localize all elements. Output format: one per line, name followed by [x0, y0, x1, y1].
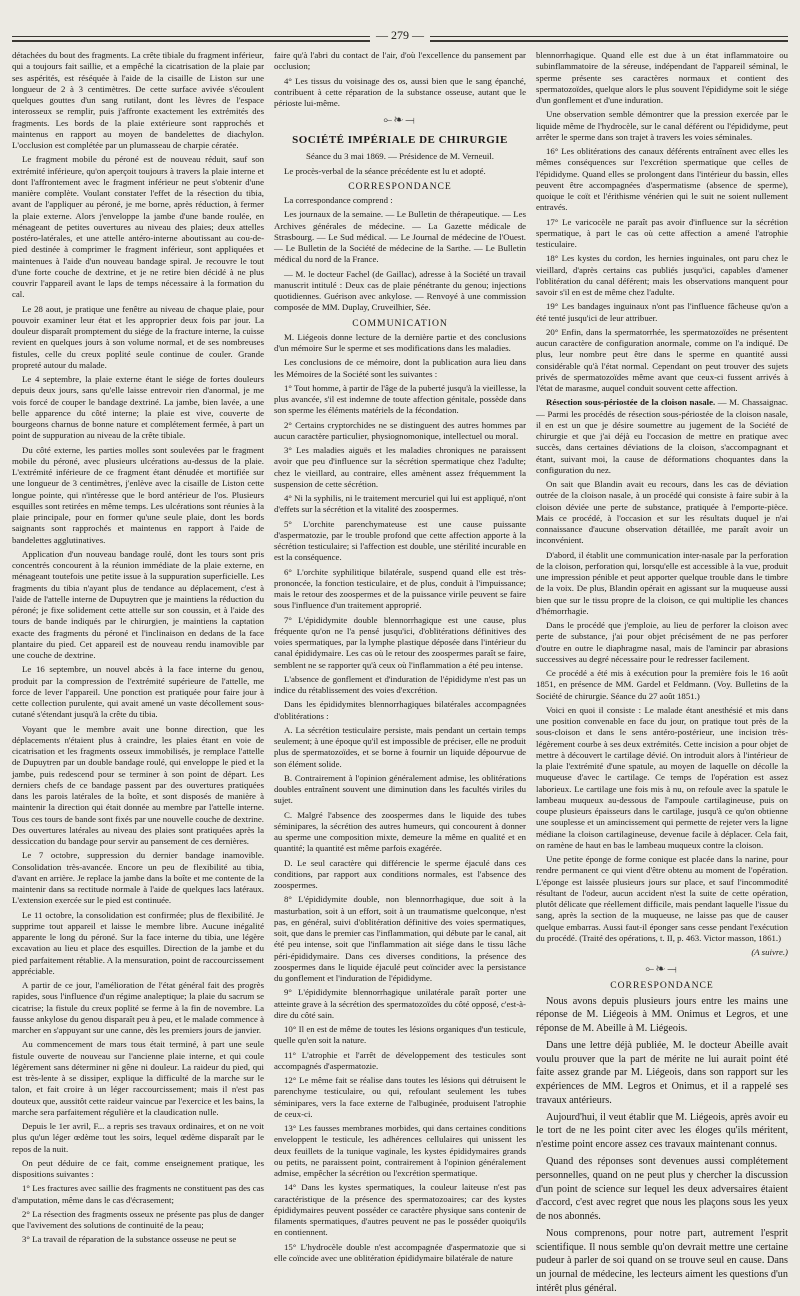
paragraph: 17° Le varicocèle ne paraît pas avoir d'influence sur la sécrétion spermatique, à part le cas où cette affection a amené l'atrophie testiculaire.: [536, 216, 788, 249]
paragraph: Le 11 octobre, la consolidation est confirmée; plus de flexibilité. Je supprime tout appareil et laisse le membre libre. Aucune inégalité apparente le long du péroné. Sur la face interne du tibia, une légère excavation au lieu et place des esquilles. Direction de la jambe et du pied parfaitement rétablie. A la mensuration, point de raccourcissement appréciable.: [12, 909, 264, 976]
to-be-continued: (A suivre.): [751, 947, 788, 957]
resection-paragraph: [536, 397, 788, 476]
paragraph: 7° L'épididymite double blennorrhagique est une cause, plus fréquente qu'on ne l'a pensé jusqu'ici, d'oblitérations définitives des voies spermatiques, par la lymphe plastique déposée dans l'intérieur du canal épididymaire. Les cas où le retour des zoospermes paraît se faire, semblent ne se rapporter qu'à ceux où l'inflammation a été peu intense.: [274, 614, 526, 670]
paragraph: Le 28 aout, je pratique une fenêtre au niveau de chaque plaie, pour pouvoir examiner leur état et les approprier deux fois par jour. La douleur disparaît promptement du siége de la fracture interne, la cuisse revient en quelques jours à son volume normal, et de ses nombreuses fistules, celle du creux poplité seule continue de couler. Grande propreté autour du malade.: [12, 303, 264, 370]
paragraph: Nous comprenons, pour notre part, autrement l'esprit scientifique. Il nous semble qu'on devrait mettre une certaine pudeur à parler de soi quand on se trouve seul en cause. Dans un journal de médecine, les lecteurs aiment les questions d'un intérêt plus général.: [536, 1227, 788, 1294]
paragraph: B. Contrairement à l'opinion généralement admise, les oblitérations doubles entraînent souvent une diminution dans les facultés viriles du sujet.: [274, 772, 526, 806]
paragraph: faire qu'à l'abri du contact de l'air, d'où l'excellence du pansement par occlusion;: [274, 50, 526, 72]
paragraph: 19° Les bandages inguinaux n'ont pas l'influence fâcheuse qu'on a été tenté jusqu'ici de leur attribuer.: [536, 301, 788, 323]
paragraph: Les conclusions de ce mémoire, dont la publication aura lieu dans les Mémoires de la Société sont les suivantes :: [274, 357, 526, 379]
communication-heading: COMMUNICATION: [352, 317, 448, 329]
paragraph: La correspondance comprend :: [284, 195, 393, 206]
paragraph: Une observation semble démontrer que la pression exercée par le liquide même de l'hydrocèle, sur le canal déférent ou l'épididyme, peut arrêter le sperme dans son trajet à travers les voies séminales.: [536, 109, 788, 142]
paragraph: 18° Les kystes du cordon, les hernies inguinales, ont paru chez le vieillard, d'après certains cas publiés jusqu'ici, capables d'amener l'oblitération du canal déférent; mais les observations manquent pour savoir s'il en est de même chez l'adulte.: [536, 253, 788, 297]
paragraph: 16° Les oblitérations des canaux déférents entraînent avec elles les mêmes conséquences sur l'excrétion spermatique que celles de l'épididyme. Quand elles se prolongent dans l'intérieur du bassin, elles peuvent être accompagnées d'aspermatisme (absence de sperme), quoique le coït et l'érithisme vénérien qui le suit ne soient nullement entravés.: [536, 146, 788, 213]
paragraph: D'abord, il établit une communication inter-nasale par la perforation de la cloison, perforation qui, lorsqu'elle est accessible à la vue, produit une impression pénible et peut apporter quelque trouble dans le timbre de la voix. De plus, Blandin opérait en agissant sur la muqueuse aussi bien que sur le tissu propre de la cloison, ce qui multiplie les chances d'hémorrhagie.: [536, 549, 788, 616]
paragraph: 13° Les fausses membranes morbides, qui dans certaines conditions enveloppent le testicule, les adhérences cellulaires qui unissent les deux feuillets de la tunique vaginale, les kystes épididymaires grands ou petits, ne paraissent point, contrairement à l'opinion généralement admise, empêcher la sécrétion ou l'excrétion spermatique.: [274, 1123, 526, 1179]
column-3-paragraphs: [536, 50, 788, 394]
paragraph: 11° L'atrophie et l'arrêt de développement des testicules sont accompagnés d'aspermatozie.: [274, 1049, 526, 1071]
paragraph: Voyant que le membre avait une bonne direction, que les déplacements n'étaient plus à craindre, les plaies étant en voie de cicatrisation et les fragments osseux immobilisés, je remplace l'attelle de Dupuytren par un double bandage roulé, qui enveloppe le pied et la jambe, puis redescend pour se terminer à son point de départ. Les derniers chefs de ce bandage passent par des ouvertures pratiquées dans les parois latérales de la boîte, et sont disposés de manière à maintenir la direction qui était donnée au membre par l'attelle interne. Tous ces tours de bande sont fixés par une nouvelle couche de dextrine. Des ouvertures latérales au niveau des plaies sont pratiquées après la dessiccation du bandage pour servir au pansement de ces dernières.: [12, 723, 264, 846]
paragraph: Aujourd'hui, il veut établir que M. Liégeois, après avoir eu le tort de ne les point citer avec les éloges qu'ils méritent, n'estime point encore assez ces travaux maintenant connus.: [536, 1111, 788, 1151]
paragraph: Les journaux de la semaine. — Le Bulletin de thérapeutique. — Les Archives générales de médecine. — La Gazette médicale de Strasbourg. — Le Sud médical. — Le Journal de médecine de l'Ouest. — Le Bulletin de la Société de médecine de la Sarthe. — Le Bulletin médical du nord de la France.: [274, 209, 526, 265]
paragraph: D. Le seul caractère qui différencie le sperme éjaculé dans ces conditions, par rapport aux conditions normales, est l'absence des zoospermes.: [274, 857, 526, 891]
resection-text: — M. Chassaignac. — Parmi les procédés de résection sous-périostée de la cloison nasale, il en est un que je désire soumettre au jugement de la Société de chirurgie et que j'ai déjà eu l'occasion de mettre en pratique avec succès, dans certaines déviations de la cloison, s'accompagnant et étant, suivant moi, la cause de déformations choquantes dans la configuration du nez.: [536, 397, 788, 475]
minutes-line: Le procès-verbal de la séance précédente est lu et adopté.: [284, 165, 486, 176]
paragraph: 2° Certains cryptorchides ne se distinguent des autres hommes par aucun caractère particulier, physiognomonique, intellectuel ou moral.: [274, 419, 526, 441]
paragraph: blennorrhagique. Quand elle est due à un état inflammatoire ou subinflammatoire de la séreuse, indépendant de l'appareil séminal, le sperme présente ses caractères normaux et contient des spermatozoïdes, quelque alors le plus souvent l'épididyme soit le siége d'un gonflement et d'une induration.: [536, 50, 788, 105]
paragraph: Le 16 septembre, un nouvel abcès à la face interne du genou, produit par la compression de l'extrémité supérieure de l'attelle, me force de lever l'appareil. Une ponction est pratiquée pour faire jour à cette collection purulente, qui avait amené un vaste décollement sous-cutané s'étendant jusqu'à la crête du tibia.: [12, 664, 264, 720]
paragraph: Le fragment mobile du péroné est de nouveau réduit, sauf son extrémité inférieure, qu'on aperçoit toujours à travers la plaie interne et dont l'affrontement avec le fragment inférieur ne peut s'obtenir d'une manière complète. Voulant constater l'effet de la résection du tibia, avant de l'appliquer au péroné, je me borne, après réduction, à fermer la plaie externe. Alors j'enveloppe la jambe d'une bande roulée, en ménageant de petites ouvertures au niveau des plaies; deux attelles postéro-latérales, et une attelle antéro-interne aboutissant au cou-de-pied destinée à comprimer le fragment inférieur, sont appliquées et maintenues à l'aide d'un nouveau bandage spiral. Je recouvre le tout d'une forte couche de dextrine, et je ne retire bien décidé à ne plus couvrir l'appareil avant le laps de temps nécessaire à la formation du cal.: [12, 154, 264, 300]
paragraph: Dans le procédé que j'emploie, au lieu de perforer la cloison avec perte de substance, j'ai pour objet précisément de ne pas perforer d'outre en outre le diaphragme nasal, mais de l'amincir par abrasions successives au degré nécessaire pour le redresser facilement.: [536, 620, 788, 664]
paragraph: On peut déduire de ce fait, comme enseignement pratique, les dispositions suivantes :: [12, 1157, 264, 1179]
session-line: Séance du 3 mai 1869. — Présidence de M. Verneuil.: [306, 151, 494, 162]
society-title: SOCIÉTÉ IMPÉRIALE DE CHIRURGIE: [292, 134, 508, 147]
paragraph: M. Liégeois donne lecture de la dernière partie et des conclusions d'un mémoire Sur le sperme et ses modifications dans les maladies.: [274, 331, 526, 354]
paragraph: 8° L'épididymite double, non blennorrhagique, due soit à la masturbation, soit à un effort, soit à un traumatisme quelconque, n'est pas, en général, suivi d'oblitération définitive des voies spermatiques, soit, que dans le premier cas l'inflammation, qui débute par le canal, ait été peu intense, soit que l'inflammation ait siége dans le tissu lâche péri-épididymaire. Dans ces diverses conditions, la présence des zoospermes dans le liquide éjaculé peut coïncider avec la persistance du gonflement et l'induration de l'épididyme.: [274, 894, 526, 984]
paragraph: 1° Tout homme, à partir de l'âge de la puberté jusqu'à la vieillesse, la plus avancée, s'il est indemne de toute affection génitale, possède dans son sperme les éléments matériels de la fécondation.: [274, 382, 526, 416]
paragraph: 9° L'épididymite blennorrhagique unilatérale paraît porter une atteinte grave à la sécrétion des spermatozoïdes du côté opposé, c'est-à-dire du côté sain.: [274, 987, 526, 1020]
paragraph: Depuis le 1er avril, F... a repris ses travaux ordinaires, et on ne voit plus qu'un léger œdème tout les soirs, lequel œdème disparaît par le repos de la nuit.: [12, 1121, 264, 1154]
paragraph: Une petite éponge de forme conique est placée dans la narine, pour rendre permanent ce qui vient d'être obtenu au moment de l'opération. L'éponge est laissée plusieurs jours sur place, et sauf l'incommodité résultant de l'odeur, aucun accident n'est la suite de cette opération, plutôt délicate que réellement difficile, mais pendant laquelle l'issue du sang, après la section de la muqueuse, ne laisse pas que de causer quelque embarras. Aussi faut-il éponger sans cesse pendant l'exécution du procédé. (Traité des opérations, t. II, p. 463. Victor masson, 1861.): [536, 854, 788, 943]
paragraph: Dans une lettre déjà publiée, M. le docteur Abeille avait voulu prouver que la part de mérite ne lui aurait point été faite assez grande par M. Liégeois, dans son rapport sur les expériences de MM. Legros et Onimus, et il a rappelé ses travaux antérieurs.: [536, 1039, 788, 1106]
paragraph: 6° L'orchite syphilitique bilatérale, suspend quand elle est très-prononcée, la fonction testiculaire, et de plus, conduit à l'impuissance; mais le retour des zoospermes et de la puissance virile peuvent se faire sous l'influence d'un traitement approprié.: [274, 566, 526, 611]
column-2: [274, 50, 526, 1263]
ornament-divider: ⟜❧⟞: [383, 114, 417, 127]
paragraph: 12° Le même fait se réalise dans toutes les lésions qui détruisent le parenchyme testiculaire, ou qui, refoulant seulement les tubes séminipares, vers la face externe de l'albuginée, produisent l'atrophie de ceux-ci.: [274, 1075, 526, 1119]
paragraph: Quand des réponses sont devenues aussi complétement personnelles, quand on ne peut plus y chercher la discussion d'un point de science sur lequel les deux adversaires étaient d'accord, c'est avec regret que nous les plaçons sous les yeux de nos abonnés.: [536, 1156, 788, 1223]
paragraph: Nous avons depuis plusieurs jours entre les mains une réponse de M. Liégeois à MM. Onimus et Legros, et une réponse de M. Abeille à M. Liégeois.: [536, 995, 788, 1035]
paragraph: On sait que Blandin avait eu recours, dans les cas de déviation outrée de la cloison nasale, à un procédé qui consiste à faire subir à la cloison déviée une perte de substance, pratiquée à l'emporte-pièce. Mais ce procédé, à l'occasion et sur les résultats duquel je n'ai connaissance d'aucune observation détaillée, me paraît avoir un inconvénient.: [536, 479, 788, 546]
paragraph: — M. le docteur Fachel (de Gaillac), adresse à la Société un travail manuscrit intitulé : Deux cas de plaie pénétrante du genou; injections quotidiennes. Guérison avec ankylose. — Renvoyé à une commission composée de MM. Duplay, Cruveilhier, Sée.: [274, 268, 526, 313]
resection-lead: Résection sous-périostée de la cloison nasale.: [546, 397, 716, 408]
paragraph: Le 7 octobre, suppression du dernier bandage inamovible. Consolidation très-avancée. Encore un peu de flexibilité au tibia, d'avant en arrière. Je replace la jambe dans la boîte et me contente de la maintenir dans sa rectitude normale à l'aide de quelques lacs latéraux. L'extension exercée sur le pied est continuée.: [12, 850, 264, 906]
paragraph: 3° Les maladies aiguës et les maladies chroniques ne paraissent avoir que peu d'influence sur la sécrétion spermatique chez l'adulte; chez le vieillard, au contraire, elles amènent assez fréquemment la suspension de cette sécrétion.: [274, 445, 526, 489]
column-3: [536, 50, 788, 1294]
paragraph: 10° Il en est de même de toutes les lésions organiques d'un testicule, quelle qu'en soit la nature.: [274, 1024, 526, 1046]
page-number: — 279 —: [370, 28, 430, 42]
paragraph: 4° Ni la syphilis, ni le traitement mercuriel qui lui est appliqué, n'ont d'effets sur la sécrétion et la vitalité des zoospermes.: [274, 493, 526, 515]
paragraph: Application d'un nouveau bandage roulé, dont les tours sont pris concentrés concourent à la réunion immédiate de la plaie externe, en ménageant toutefois une petite issue à la suppuration superficielle. Les fragments du tibia n'ayant plus de tendance au déplacement, c'est à l'aide de l'attelle interne de Dupuytren que je maintiens la réduction du péroné; je fixe solidement cette attelle sur son coussin, et à l'aide des tours de bande indiqués par le chirurgien, je maintiens la captation exacte des fragments du péroné et l'inclinaison en dedans de la face plantaire du pied. Cet appareil est de nouveau rendu inamovible par une couche de dextrine.: [12, 548, 264, 660]
paragraph: 2° La résection des fragments osseux ne présente pas plus de danger que l'avivement des solutions de continuité de la peau;: [12, 1208, 264, 1230]
paragraph: C. Malgré l'absence des zoospermes dans le liquide des tubes séminipares, la sécrétion des autres humeurs, qui concourent à donner au sperme une composition mixte, demeure la même en qualité et en quantité; la quantité est même parfois exagérée.: [274, 809, 526, 854]
paragraph: L'absence de gonflement et d'induration de l'épididyme n'est pas un indice du rétablissement des voies d'excrétion.: [274, 673, 526, 696]
text-columns: [12, 50, 788, 1294]
paragraph: Voici en quoi il consiste : Le malade étant anesthésié et mis dans une position convenable en face du jour, on pratique tout près de la sous-cloison et dans le sens antéro-postérieur, une incision très-légèrement courbe à ses deux extrémités. Cette incision a pour objet de mettre à découvert le cartilage dévié. On introduit alors à l'intérieur de la plaie l'extrémité d'une spatule, au moyen de laquelle on décolle la muqueuse d'avec le cartilage. Ce temps de l'opération est assez laborieux. Le cartilage une fois mis à nu, on refoule avec la spatule le lambeau muqueux au-dessous de l'ampoule cartilagineuse, puis on coupe plusieurs épaisseurs dans le cartilage, jusqu'à ce qu'on obtienne une souplesse et un amincissement qui permette de rejeter vers la ligne médiane la cloison cartilagineuse, devenue facile à déplacer. Cela fait, on ramène de haut en bas le lambeau muqueux contre la cloison.: [536, 704, 788, 850]
paragraph: 5° L'orchite parenchymateuse est une cause puissante d'aspermatozie, par le trouble profond que cette affection apporte à la sécrétion testiculaire; si l'affection est double, une stérilité incurable en est la conséquence.: [274, 518, 526, 563]
paragraph: 1° Les fractures avec saillie des fragments ne constituent pas des cas d'amputation, même dans le cas d'écrasement;: [12, 1183, 264, 1205]
paragraph: 3° La travail de réparation de la substance osseuse ne peut se: [22, 1234, 237, 1245]
paragraph: Dans les épididymites blennorrhagiques bilatérales accompagnées d'oblitérations :: [274, 699, 526, 721]
paragraph: 4° Les tissus du voisinage des os, aussi bien que le sang épanché, contribuent à cette réparation de la substance osseuse, autant que le périoste lui-même.: [274, 75, 526, 108]
paragraph: 15° L'hydrocèle double n'est accompagnée d'aspermatozie que si elle coïncide avec une oblitération épididymaire bilatérale de nature: [274, 1241, 526, 1263]
column-3-paragraphs-2: [536, 479, 788, 944]
paragraph: A partir de ce jour, l'amélioration de l'état général fait des progrès rapides, sous l'influence d'un régime analeptique; la plaie du sacrum se cicatrise; la fistule du creux poplité se ferme à la fin de novembre. La fausse ankylose du genou disparaît peu à peu, et le malade commence à marcher en s'appuyant sur une canne, dès les premiers jours de janvier.: [12, 980, 264, 1035]
paragraph: Au commencement de mars tous était terminé, à part une seule fistule ouverte de nouveau sur l'ancienne plaie interne, et qui coule légèrement sans déterminer ni gêne ni douleur. La raideur du pied, qui est très-lente à se dissiper, explique la difficulté de la marche sur le talon, et fait croire à un léger raccourcissement; mais il n'est pas douteux que, aussitôt cette raideur vaincue par l'exercice et les bains, la marche sera parfaitement régulière et la claudication nulle.: [12, 1039, 264, 1117]
correspondance-heading-2: CORRESPONDANCE: [610, 980, 714, 992]
ornament-divider-2: ⟜❧⟞: [645, 963, 679, 976]
paragraph: Du côté externe, les parties molles sont soulevées par le fragment mobile du péroné, avec plusieurs ulcérations au-dessus de la plaie. L'extrémité inférieure de ce fragment étant dénudée et mortifiée sur une longueur de 3 centimètres, j'enlève avec la cisaille de Liston cette longue pointe, qui n'intéresse que le bord antérieur de l'os. Plusieurs esquilles sont retirées en même temps. Les ulcérations sont réunies à la plaie principale, pour en former qu'une seule plaie, dont les bords saignants sont rapprochés et maintenus en rapport à l'aide de bandelettes agglutinatives.: [12, 444, 264, 545]
correspondance-letter: [536, 995, 788, 1296]
paragraph: A. La sécrétion testiculaire persiste, mais pendant un certain temps seulement; à une époque qu'il est impossible de préciser, elle ne produit plus de spermatozoïdes, et se borne à fournir un liquide dépourvue de son élément solide.: [274, 724, 526, 769]
paragraph: 20° Enfin, dans la spermatorrhée, les spermatozoïdes ne présentent aucun caractère de configuration anormale, comme on l'a indiqué. De plus, leur nombre peut être dans le sperme en quantité aussi considérable qu'à l'état normal. Cependant on peut trouver des sujets privés de spermatozoïdes même avant que ceux-ci fussent arrivés à l'état de marasme, auquel conduit souvent cette affection.: [536, 326, 788, 393]
page-header: [12, 0, 788, 48]
paragraph: Ce procédé a été mis à exécution pour la première fois le 16 août 1851, en présence de MM. Gardel et Feldmann. (Voy. Bulletins de la Société de chirurgie. Séance du 27 août 1851.): [536, 668, 788, 701]
column-2-intro: [274, 50, 526, 109]
column-1: [12, 50, 264, 1245]
communication-text: [274, 332, 526, 1264]
paragraph: Le 4 septembre, la plaie externe étant le siége de fortes douleurs depuis deux jours, sans qu'elle laisse entrevoir rien d'anormal, je me vois forcé de couper le bandage dextriné. La jambe, bien lavée, a une belle apparence du côté interne; la plaie est vive, couverte de bourgeons charnus de bonne nature et complétement fermée, à part un point de suppuration au niveau de la crête tibiale.: [12, 374, 264, 441]
correspondance-heading: CORRESPONDANCE: [348, 180, 452, 192]
paragraph: 14° Dans les kystes spermatiques, la couleur laiteuse n'est pas caractéristique de la présence des spermatozoaires; car des kystes épididymaires peuvent posséder ce caractère physique sans contenir de filaments spermatiques, d'autres peuvent ne pas le posséder quoiqu'ils en contiennent.: [274, 1182, 526, 1238]
paragraph: détachées du bout des fragments. La crête tibiale du fragment inférieur, qui a toujours fait saillie, et a empêché la cicatrisation de la plaie par ses aspérités, est réséquée à l'aide de la cisaille de Liston sur une longueur de 2 à 3 centimètres. De cette surface avivée s'écoulent quelques gouttes d'un sang rutilant, dont les lèvres de l'espace interosseux se remplir, puis j'affronte exactement les extrémités des fragments. Les bords de la plaie extérieure sont rapprochés et maintenus en rapport au moyen de bandelettes de diachylon. L'occlusion est complétée par un plumasseau de charpie cératée.: [12, 50, 264, 150]
correspondance-text: [274, 195, 526, 314]
